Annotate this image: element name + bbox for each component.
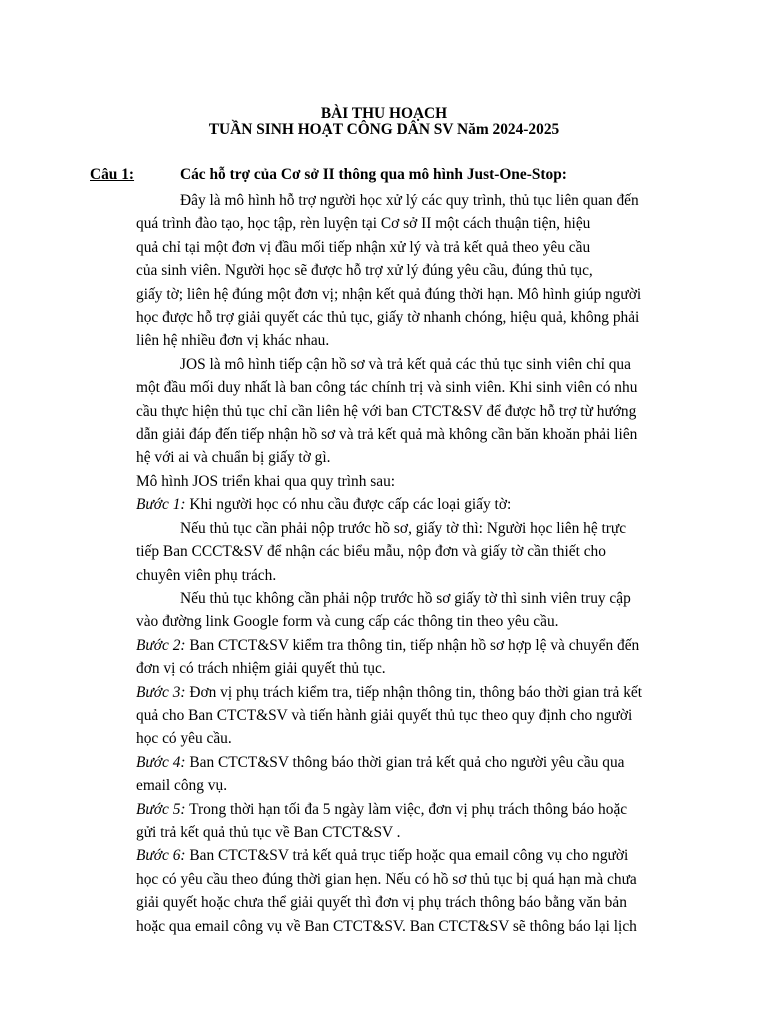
text-line: của sinh viên. Người học sẽ được hỗ trợ xử lý đúng yêu cầu, đúng thủ tục, (136, 262, 593, 280)
step-5-line (136, 798, 676, 821)
text-line: học được hỗ trợ giải quyết các thủ tục, giấy tờ nhanh chóng, hiệu quả, không phải (136, 309, 640, 327)
text-line: Nếu thủ tục không cần phải nộp trước hồ sơ giấy tờ thì sinh viên truy cập (180, 589, 631, 607)
step-2-text: Ban CTCT&SV kiểm tra thông tin, tiếp nhận hồ sơ hợp lệ và chuyển đến (185, 636, 640, 654)
text-line: chuyên viên phụ trách. (136, 566, 277, 584)
text-line: đơn vị có trách nhiệm giải quyết thủ tục. (136, 660, 386, 678)
text-line: liên hệ nhiều đơn vị khác nhau. (136, 332, 330, 350)
document-subtitle: TUẦN SINH HOẠT CÔNG DÂN SV Năm 2024-2025 (208, 121, 560, 138)
text-line: quả chỉ tại một đơn vị đầu mối tiếp nhận xử lý và trả kết quả theo yêu cầu (136, 238, 591, 256)
text-line: giấy tờ; liên hệ đúng một đơn vị; nhận kết quả đúng thời hạn. Mô hình giúp người (136, 285, 642, 303)
step-1-text: Khi người học có nhu cầu được cấp các loại giấy tờ: (185, 496, 512, 514)
text-line: quá trình đào tạo, học tập, rèn luyện tại Cơ sở II một cách thuận tiện, hiệu (136, 215, 591, 233)
step-3-text: Đơn vị phụ trách kiểm tra, tiếp nhận thông tin, thông báo thời gian trả kết (185, 683, 643, 701)
title-block (0, 106, 768, 138)
text-line: một đầu mối duy nhất là ban công tác chính trị và sinh viên. Khi sinh viên có nhu (136, 379, 638, 397)
text-line: quả cho Ban CTCT&SV và tiến hành giải quyết thủ tục theo quy định cho người (136, 706, 633, 724)
step-2-label: Bước 2: (136, 636, 186, 654)
step-6-label: Bước 6: (136, 847, 186, 865)
step-1-line (136, 493, 676, 516)
text-line: Đây là mô hình hỗ trợ người học xử lý các quy trình, thủ tục liên quan đến (180, 192, 639, 209)
text-line: hệ với ai và chuẩn bị giấy tờ gì. (136, 449, 331, 467)
text-line: Nếu thủ tục cần phải nộp trước hồ sơ, giấy tờ thì: Người học liên hệ trực (180, 519, 627, 537)
document-title: BÀI THU HOẠCH (320, 105, 448, 122)
text-line: dẫn giải đáp đến tiếp nhận hồ sơ và trả kết quả mà không cần băn khoăn phải liên (136, 426, 638, 444)
step-3-label: Bước 3: (136, 683, 186, 701)
step-1-label: Bước 1: (136, 496, 186, 514)
question-label: Câu 1: (90, 166, 135, 183)
text-line: Mô hình JOS triển khai qua quy trình sau: (136, 472, 396, 490)
text-line: giải quyết hoặc chưa thể giải quyết thì đơn vị phụ trách thông báo bằng văn bản (136, 894, 627, 912)
step-6-line (136, 844, 676, 867)
text-line: học có yêu cầu theo đúng thời gian hẹn. Nếu có hồ sơ thủ tục bị quá hạn mà chưa (136, 870, 637, 888)
text-line: vào đường link Google form và cung cấp các thông tin theo yêu cầu. (136, 613, 559, 631)
step-5-label: Bước 5: (136, 800, 186, 818)
text-line: gửi trả kết quả thủ tục về Ban CTCT&SV . (136, 823, 401, 841)
step-5-text: Trong thời hạn tối đa 5 ngày làm việc, đơn vị phụ trách thông báo hoặc (185, 800, 628, 818)
step-4-label: Bước 4: (136, 753, 186, 771)
step-4-text: Ban CTCT&SV thông báo thời gian trả kết quả cho người yêu cầu qua (185, 753, 625, 771)
text-line: hoặc qua email công vụ về Ban CTCT&SV. Ban CTCT&SV sẽ thông báo lại lịch (136, 917, 637, 935)
text-line: email công vụ. (136, 777, 228, 795)
question-heading (90, 166, 567, 184)
step-2-line (136, 634, 676, 657)
text-line: tiếp Ban CCCT&SV để nhận các biểu mẫu, nộp đơn và giấy tờ cần thiết cho (136, 543, 606, 561)
text-line: cầu thực hiện thủ tục chỉ cần liên hệ với ban CTCT&SV để được hỗ trợ từ hướng (136, 402, 637, 420)
text-line: JOS là mô hình tiếp cận hồ sơ và trả kết quả các thủ tục sinh viên chỉ qua (180, 355, 631, 373)
step-3-line (136, 681, 676, 704)
step-6-text: Ban CTCT&SV trả kết quả trục tiếp hoặc qua email công vụ cho người (185, 847, 629, 865)
step-4-line (136, 751, 676, 774)
document-body (136, 189, 676, 938)
text-line: học có yêu cầu. (136, 730, 232, 748)
question-text: Các hỗ trợ của Cơ sở II thông qua mô hình Just-One-Stop: (180, 166, 567, 183)
